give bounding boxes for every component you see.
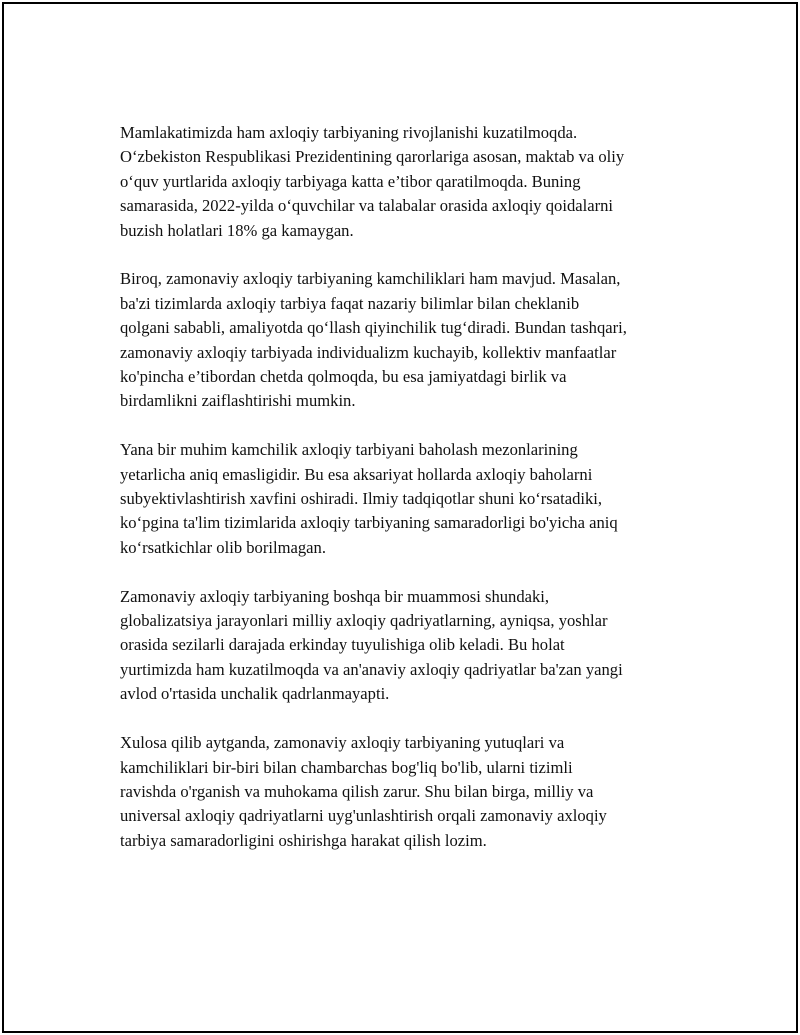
paragraph-4: Zamonaviy axloqiy tarbiyaning boshqa bir muammosi shundaki, globalizatsiya jarayonlari milliy axloqiy qadriyatlarning, ayniqsa, yoshlar orasida sezilarli darajada erkinday tuyulishiga olib keladi. Bu holat yurtimizda ham kuzatilmoqda va an'anaviy axloqiy qadriyatlar ba'zan yangi avlod o'rtasida unchalik qadrlanmayapti. xyxy=(120,586,623,704)
page-frame xyxy=(2,2,798,1033)
paragraph-1: Mamlakatimizda ham axloqiy tarbiyaning rivojlanishi kuzatilmoqda. O‘zbekiston Respublikasi Prezidentining qarorlariga asosan, maktab va oliy o‘quv yurtlarida axloqiy tarbiyaga katta e’tibor qaratilmoqda. Buning samarasida, 2022-yilda o‘quvchilar va talabalar orasida axloqiy qoidalarni buzish holatlari 18% ga kamaygan. xyxy=(120,123,625,240)
paragraph-2: Biroq, zamonaviy axloqiy tarbiyaning kamchiliklari ham mavjud. Masalan, ba'zi tizimlarda axloqiy tarbiya faqat nazariy bilimlar bilan cheklanib qolgani sababli, amaliyotda qo‘llash qiyinchilik tug‘diradi. Bundan tashqari, zamonaviy axloqiy tarbiyada individualizm kuchayib, kollektiv manfaatlar ko'pincha e’tibordan chetda qolmoqda, bu esa jamiyatdagi birlik va birdamlikni zaiflashtirishi mumkin. xyxy=(120,269,627,411)
paragraph-3: Yana bir muhim kamchilik axloqiy tarbiyani baholash mezonlarining yetarlicha aniq emasligidir. Bu esa aksariyat hollarda axloqiy baholarni subyektivlashtirish xavfini oshiradi. Ilmiy tadqiqotlar shuni ko‘rsatadiki, ko‘pgina ta'lim tizimlarida axloqiy tarbiyaning samaradorligi bo'yicha aniq ko‘rsatkichlar olib borilmagan. xyxy=(120,440,618,557)
document-body xyxy=(120,121,710,878)
paragraph-5: Xulosa qilib aytganda, zamonaviy axloqiy tarbiyaning yutuqlari va kamchiliklari bir-biri bilan chambarchas bog'liq bo'lib, ularni tizimli ravishda o'rganish va muhokama qilish zarur. Shu bilan birga, milliy va universal axloqiy qadriyatlarni uyg'unlashtirish orqali zamonaviy axloqiy tarbiya samaradorligini oshirishga harakat qilish lozim. xyxy=(120,733,607,850)
